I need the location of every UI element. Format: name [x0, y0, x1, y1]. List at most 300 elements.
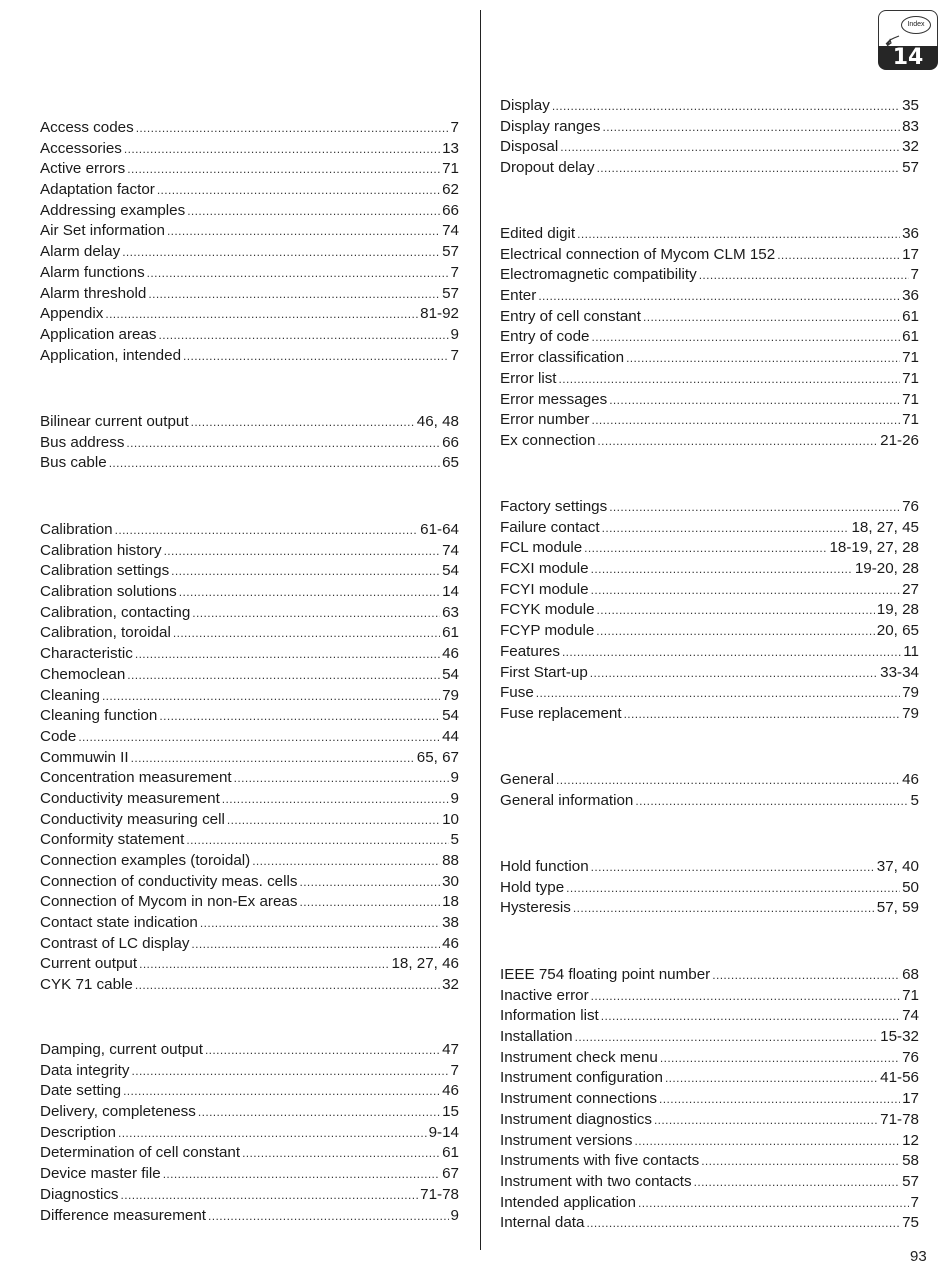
index-term: Cleaning function: [40, 707, 158, 725]
index-entry: [40, 346, 459, 367]
index-term: FCYK module: [500, 601, 595, 619]
index-entry: [40, 541, 459, 562]
dot-leader: [159, 706, 440, 727]
index-chapter-badge: [878, 10, 938, 70]
dot-leader: [299, 872, 440, 893]
dot-leader: [78, 727, 440, 748]
index-pages: 7: [450, 119, 459, 136]
index-term: Error number: [500, 411, 590, 429]
index-pages: 7: [910, 266, 919, 284]
index-entry: [500, 663, 919, 684]
index-term: Instruments with five contacts: [500, 1152, 700, 1170]
dot-leader: [566, 878, 900, 899]
index-term: Instrument connections: [500, 1090, 658, 1108]
index-term: Error classification: [500, 349, 625, 367]
index-entry: [40, 954, 459, 975]
index-pages: 38: [442, 914, 459, 932]
index-term: First Start-up: [500, 663, 588, 681]
dot-leader: [186, 830, 448, 851]
dot-leader: [638, 1193, 909, 1214]
index-pages: 71: [902, 411, 919, 429]
index-entry: [40, 644, 459, 665]
index-term: Ex connection: [500, 431, 596, 449]
index-term: Intended application: [500, 1193, 636, 1211]
index-pages: 15-32: [880, 1028, 919, 1046]
index-pages: 33-34: [880, 663, 919, 681]
index-term: Bilinear current output: [40, 413, 189, 430]
index-pages: 18-19, 27, 28: [829, 539, 919, 557]
dot-leader: [556, 770, 900, 791]
index-term: Electrical connection of Mycom CLM 152: [500, 245, 776, 263]
index-group: [500, 857, 919, 919]
index-pages: 46: [902, 771, 919, 788]
dot-leader: [183, 346, 449, 367]
index-entry: [40, 623, 459, 644]
index-entry: [500, 224, 919, 245]
index-pages: 21-26: [880, 431, 919, 449]
index-term: FCL module: [500, 539, 583, 557]
index-entry: [500, 265, 919, 286]
dot-leader: [252, 851, 440, 872]
dot-leader: [712, 965, 900, 986]
dot-leader: [601, 1006, 900, 1027]
index-term: Enter: [500, 287, 537, 305]
index-term: Diagnostics: [40, 1185, 119, 1203]
page-number: 93: [910, 1248, 927, 1265]
index-pages: 9-14: [428, 1123, 459, 1141]
index-pages: 71: [902, 369, 919, 387]
dot-leader: [659, 1089, 900, 1110]
index-term: Device master file: [40, 1165, 161, 1183]
index-pages: 61: [442, 624, 459, 642]
dot-leader: [577, 224, 900, 245]
dot-leader: [222, 789, 449, 810]
dot-leader: [552, 96, 900, 117]
dot-leader: [127, 665, 440, 686]
index-pages: 71: [902, 349, 919, 367]
index-term: Conductivity measurement: [40, 789, 220, 807]
index-term: Characteristic: [40, 645, 133, 663]
index-entry: [500, 307, 919, 328]
dot-leader: [701, 1151, 900, 1172]
dot-leader: [635, 1131, 901, 1152]
index-pages: 65: [442, 454, 459, 472]
index-entry: [500, 1068, 919, 1089]
index-entry: [500, 600, 919, 621]
dot-leader: [591, 986, 900, 1007]
dot-leader: [635, 791, 908, 812]
dot-leader: [242, 1143, 440, 1164]
index-entry: [500, 704, 919, 725]
index-entry: [500, 986, 919, 1007]
dot-leader: [609, 497, 900, 518]
index-term: Calibration, contacting: [40, 603, 191, 621]
index-pages: 17: [902, 245, 919, 263]
index-group: [500, 770, 919, 811]
index-pages: 32: [902, 138, 919, 156]
dot-leader: [173, 623, 440, 644]
dot-leader: [602, 117, 900, 138]
dot-leader: [157, 180, 440, 201]
index-pages: 35: [902, 97, 919, 114]
index-entry: [40, 453, 459, 474]
index-pages: 46, 48: [416, 413, 459, 430]
index-term: Damping, current output: [40, 1041, 203, 1058]
dot-leader: [699, 265, 909, 286]
index-entry: [500, 683, 919, 704]
index-entry: [500, 327, 919, 348]
index-pages: 79: [902, 684, 919, 702]
index-term: Current output: [40, 955, 138, 973]
index-entry: [500, 137, 919, 158]
index-pages: 61: [902, 328, 919, 346]
dot-leader: [131, 1061, 448, 1082]
dot-leader: [299, 892, 440, 913]
index-entry: [500, 431, 919, 452]
index-entry: [40, 603, 459, 624]
index-term: Contact state indication: [40, 914, 198, 932]
index-pages: 36: [902, 225, 919, 242]
index-entry: [500, 1213, 919, 1234]
index-entry: [40, 118, 459, 139]
index-term: Hold function: [500, 858, 589, 875]
dot-leader: [164, 541, 441, 562]
index-entry: [40, 851, 459, 872]
index-term: General information: [500, 791, 634, 809]
index-term: Disposal: [500, 138, 559, 156]
index-entry: [500, 117, 919, 138]
index-entry: [40, 975, 459, 996]
index-pages: 30: [442, 872, 459, 890]
dot-leader: [590, 663, 878, 684]
index-group: [500, 224, 919, 452]
index-term: Bus address: [40, 433, 125, 451]
index-term: Determination of cell constant: [40, 1144, 241, 1162]
dot-leader: [102, 686, 440, 707]
index-entry: [500, 1151, 919, 1172]
index-pages: 7: [910, 1193, 919, 1211]
index-entry: [40, 263, 459, 284]
index-pages: 57: [902, 159, 919, 177]
index-pages: 71: [442, 160, 459, 178]
index-pages: 18: [442, 893, 459, 911]
index-group: [500, 96, 919, 179]
dot-leader: [660, 1048, 900, 1069]
index-term: Installation: [500, 1028, 573, 1046]
index-term: Error messages: [500, 390, 608, 408]
index-term: Access codes: [40, 119, 134, 136]
index-entry: [500, 1006, 919, 1027]
index-entry: [40, 582, 459, 603]
index-term: Application, intended: [40, 346, 182, 364]
index-pages: 68: [902, 966, 919, 983]
index-term: Conductivity measuring cell: [40, 810, 225, 828]
index-entry: [40, 520, 459, 541]
index-term: Calibration history: [40, 541, 162, 559]
index-entry: [40, 830, 459, 851]
index-entry: [40, 201, 459, 222]
index-group: [40, 118, 459, 366]
index-term: General: [500, 771, 555, 788]
index-entry: [40, 665, 459, 686]
index-term: Date setting: [40, 1082, 122, 1100]
dot-leader: [135, 644, 440, 665]
index-term: Data integrity: [40, 1061, 130, 1079]
index-entry: [40, 1143, 459, 1164]
index-pages: 5: [910, 791, 919, 809]
index-entry: [40, 325, 459, 346]
index-pages: 74: [442, 222, 459, 240]
index-term: Commuwin II: [40, 748, 129, 766]
dot-leader: [586, 1213, 900, 1234]
index-pages: 71: [902, 390, 919, 408]
dot-leader: [591, 410, 900, 431]
index-term: Display: [500, 97, 550, 114]
index-term: Alarm delay: [40, 243, 121, 261]
index-entry: [40, 1061, 459, 1082]
index-pages: 65, 67: [416, 748, 459, 766]
index-group: [500, 965, 919, 1234]
index-entry: [40, 159, 459, 180]
index-entry: [40, 284, 459, 305]
index-term: Delivery, completeness: [40, 1103, 196, 1121]
index-entry: [500, 1110, 919, 1131]
index-pages: 27: [902, 580, 919, 598]
index-term: Adaptation factor: [40, 181, 155, 199]
dot-leader: [227, 810, 440, 831]
index-pages: 57: [442, 243, 459, 261]
index-pages: 66: [442, 433, 459, 451]
index-pages: 36: [902, 287, 919, 305]
index-term: Alarm threshold: [40, 284, 147, 302]
index-term: CYK 71 cable: [40, 976, 133, 994]
index-term: Accessories: [40, 139, 122, 157]
index-term: Error list: [500, 369, 557, 387]
dot-leader: [591, 857, 875, 878]
index-pages: 57, 59: [876, 899, 919, 917]
dot-leader: [596, 621, 875, 642]
index-entry: [500, 642, 919, 663]
index-pages: 32: [442, 976, 459, 994]
dot-leader: [602, 518, 850, 539]
index-entry: [500, 348, 919, 369]
index-pages: 81-92: [420, 305, 459, 323]
index-pages: 9: [450, 769, 459, 787]
dot-leader: [187, 201, 440, 222]
dot-leader: [122, 242, 440, 263]
index-pages: 5: [450, 831, 459, 849]
index-entry: [500, 538, 919, 559]
index-pages: 19, 28: [876, 601, 919, 619]
index-entry: [500, 390, 919, 411]
index-entry: [500, 1172, 919, 1193]
index-term: Fuse: [500, 684, 534, 702]
index-term: Alarm functions: [40, 263, 145, 281]
dot-leader: [198, 1102, 440, 1123]
index-entry: [40, 810, 459, 831]
dot-leader: [127, 159, 440, 180]
index-pages: 37, 40: [876, 858, 919, 875]
index-term: Entry of code: [500, 328, 590, 346]
index-term: Factory settings: [500, 498, 608, 515]
dot-leader: [597, 158, 901, 179]
dot-leader: [148, 284, 440, 305]
index-term: Edited digit: [500, 225, 576, 242]
dot-leader: [200, 913, 440, 934]
index-term: FCYP module: [500, 622, 595, 640]
index-pages: 61-64: [420, 521, 459, 538]
index-pages: 57: [442, 284, 459, 302]
index-entry: [40, 1206, 459, 1227]
index-term: Fuse replacement: [500, 704, 622, 722]
index-term: Bus cable: [40, 454, 107, 472]
index-pages: 13: [442, 139, 459, 157]
index-pages: 76: [902, 1048, 919, 1066]
index-pages: 79: [442, 686, 459, 704]
chapter-number: 14: [878, 46, 938, 70]
index-entry: [500, 965, 919, 986]
index-pages: 50: [902, 878, 919, 896]
index-term: Addressing examples: [40, 201, 186, 219]
index-term: Hold type: [500, 878, 565, 896]
index-term: Application areas: [40, 325, 157, 343]
index-term: Instrument diagnostics: [500, 1110, 652, 1128]
index-entry: [500, 518, 919, 539]
index-entry: [40, 180, 459, 201]
index-pages: 62: [442, 181, 459, 199]
index-entry: [40, 1123, 459, 1144]
index-entry: [40, 789, 459, 810]
index-pages: 18, 27, 46: [391, 955, 459, 973]
dot-leader: [777, 245, 900, 266]
index-pages: 20, 65: [876, 622, 919, 640]
index-entry: [40, 221, 459, 242]
index-pages: 58: [902, 1152, 919, 1170]
dot-leader: [191, 412, 415, 433]
index-entry: [500, 878, 919, 899]
index-term: FCXI module: [500, 560, 589, 578]
index-term: Connection of conductivity meas. cells: [40, 872, 298, 890]
index-pages: 67: [442, 1165, 459, 1183]
index-term: Difference measurement: [40, 1206, 207, 1224]
dot-leader: [167, 221, 440, 242]
index-entry: [40, 686, 459, 707]
index-pages: 88: [442, 852, 459, 869]
index-pages: 41-56: [880, 1069, 919, 1087]
dot-leader: [124, 139, 440, 160]
index-entry: [40, 139, 459, 160]
dot-leader: [591, 580, 900, 601]
index-term: Connection examples (toroidal): [40, 852, 251, 869]
index-term: Cleaning: [40, 686, 100, 704]
index-term: Instrument with two contacts: [500, 1172, 692, 1190]
index-pages: 76: [902, 498, 919, 515]
index-pages: 46: [442, 934, 459, 952]
index-entry: [500, 96, 919, 117]
index-entry: [500, 1089, 919, 1110]
index-pages: 57: [902, 1172, 919, 1190]
index-term: Chemoclean: [40, 665, 126, 683]
dot-leader: [626, 348, 900, 369]
dot-leader: [147, 263, 449, 284]
dot-leader: [560, 137, 900, 158]
index-term: Calibration solutions: [40, 583, 177, 601]
dot-leader: [121, 1185, 419, 1206]
index-pages: 7: [450, 263, 459, 281]
index-term: Dropout delay: [500, 159, 595, 177]
dot-leader: [123, 1081, 440, 1102]
index-entry: [500, 621, 919, 642]
index-entry: [500, 497, 919, 518]
index-term: Calibration settings: [40, 562, 170, 580]
index-entry: [500, 1048, 919, 1069]
index-entry: [40, 934, 459, 955]
index-term: Electromagnetic compatibility: [500, 266, 697, 284]
index-entry: [40, 1164, 459, 1185]
index-entry: [40, 892, 459, 913]
index-pages: 71: [902, 986, 919, 1004]
dot-leader: [609, 390, 900, 411]
index-term: Instrument configuration: [500, 1069, 663, 1087]
index-pages: 11: [903, 642, 919, 660]
index-pages: 15: [442, 1103, 459, 1121]
dot-leader: [234, 768, 449, 789]
dot-leader: [654, 1110, 878, 1131]
index-entry: [40, 706, 459, 727]
index-entry: [40, 913, 459, 934]
index-term: IEEE 754 floating point number: [500, 966, 711, 983]
index-group: [500, 497, 919, 725]
index-term: Features: [500, 642, 560, 660]
index-entry: [500, 369, 919, 390]
dot-leader: [163, 1164, 440, 1185]
index-pages: 47: [442, 1041, 459, 1058]
dot-leader: [105, 304, 418, 325]
index-term: Display ranges: [500, 117, 601, 135]
index-pages: 74: [902, 1007, 919, 1025]
index-entry: [500, 559, 919, 580]
dot-leader: [191, 934, 440, 955]
index-term: Failure contact: [500, 518, 600, 536]
dot-leader: [573, 898, 875, 919]
index-term: Air Set information: [40, 222, 165, 240]
index-entry: [500, 1131, 919, 1152]
index-entry: [40, 1185, 459, 1206]
dot-leader: [592, 327, 901, 348]
dot-leader: [665, 1068, 878, 1089]
dot-leader: [536, 683, 900, 704]
dot-leader: [624, 704, 901, 725]
dot-leader: [115, 520, 419, 541]
index-entry: [40, 768, 459, 789]
dot-leader: [575, 1027, 879, 1048]
index-term: Entry of cell constant: [500, 307, 641, 325]
index-pages: 54: [442, 665, 459, 683]
dot-leader: [126, 433, 440, 454]
index-pages: 61: [902, 307, 919, 325]
index-term: Information list: [500, 1007, 599, 1025]
index-pages: 10: [442, 810, 459, 828]
index-entry: [500, 245, 919, 266]
index-pages: 18, 27, 45: [851, 518, 919, 536]
index-group: [40, 1040, 459, 1226]
index-entry: [40, 872, 459, 893]
index-entry: [40, 433, 459, 454]
index-entry: [500, 1193, 919, 1214]
index-pages: 14: [442, 583, 459, 601]
dot-leader: [591, 559, 853, 580]
index-entry: [500, 857, 919, 878]
